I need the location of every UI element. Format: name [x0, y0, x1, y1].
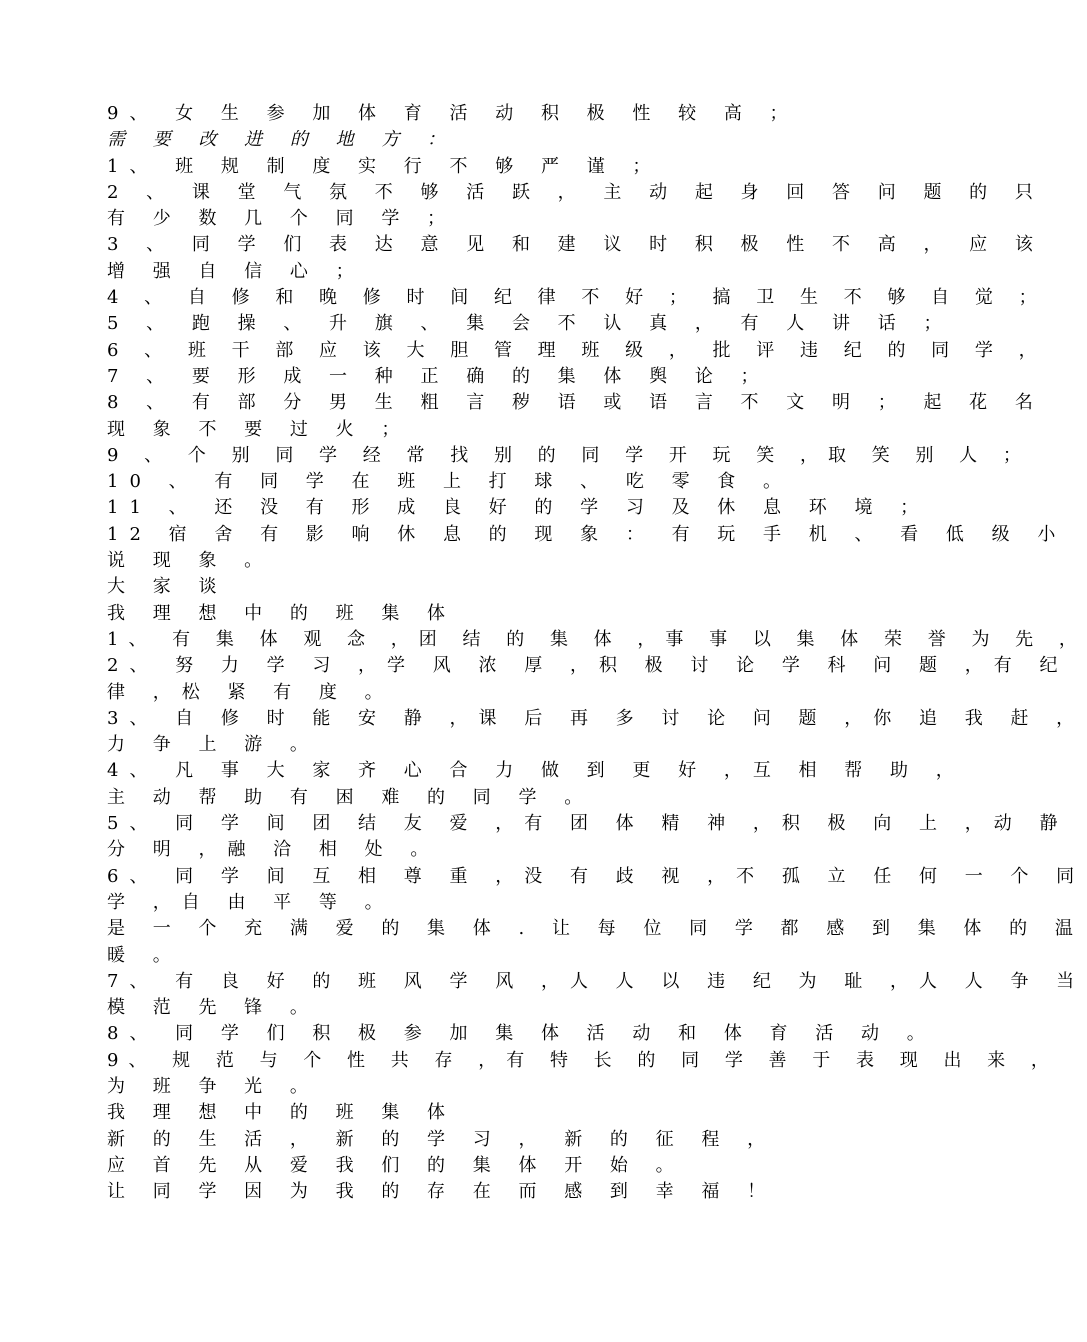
text-line: 6、 同 学 间 互 相 尊 重 ，没 有 歧 视 ，不 孤 立 任 何 一 个 同: [107, 865, 1086, 887]
text-line: 7 、 要 形 成 一 种 正 确 的 集 体 舆 论 ；: [107, 365, 770, 387]
document-page: [107, 101, 1087, 1205]
text-line: 让 同 学 因 为 我 的 存 在 而 感 到 幸 福 ！: [107, 1181, 777, 1203]
text-line: 5 、 跑 操 、 升 旗 、 集 会 不 认 真 ， 有 人 讲 话 ；: [107, 313, 953, 335]
text-line: 8、 同 学 们 积 极 参 加 集 体 活 动 和 体 育 活 动 。: [107, 1023, 936, 1045]
text-line: 9、 规 范 与 个 性 共 存 ，有 特 长 的 同 学 善 于 表 现 出 来 ，: [107, 1049, 1059, 1071]
text-line: 现 象 不 要 过 火 ；: [107, 418, 411, 440]
text-line: 模 范 先 锋 。: [107, 997, 319, 1019]
text-line: 增 强 自 信 心 ；: [107, 260, 365, 282]
text-line: 说 现 象 。: [107, 550, 274, 572]
text-line: 为 班 争 光 。: [107, 1075, 319, 1097]
text-line: 4、 凡 事 大 家 齐 心 合 力 做 到 更 好 ，互 相 帮 助 ，: [107, 760, 965, 782]
text-line: 1、 有 集 体 观 念 ，团 结 的 集 体 ，事 事 以 集 体 荣 誉 为 先 ，: [107, 628, 1087, 650]
text-line: 是 一 个 充 满 爱 的 集 体 . 让 每 位 同 学 都 感 到 集 体 的 温: [107, 918, 1084, 940]
text-line: 主 动 帮 助 有 困 难 的 同 学 。: [107, 786, 594, 808]
text-line: 有 少 数 几 个 同 学 ；: [107, 208, 457, 230]
text-line: 新 的 生 活 ， 新 的 学 习 ， 新 的 征 程 ，: [107, 1128, 777, 1150]
text-line: 2、 努 力 学 习 ，学 风 浓 厚 ，积 极 讨 论 学 科 问 题 ，有 纪: [107, 655, 1069, 677]
text-line: 1、 班 规 制 度 实 行 不 够 严 谨 ；: [107, 155, 662, 177]
text-line: 暖 。: [107, 944, 182, 966]
text-line: 6 、 班 干 部 应 该 大 胆 管 理 班 级 ， 批 评 违 纪 的 同 学 ，: [107, 339, 1047, 361]
text-line: 11 、 还 没 有 形 成 良 好 的 学 习 及 休 息 环 境 ；: [107, 497, 930, 519]
text-line: 4 、 自 修 和 晚 修 时 间 纪 律 不 好 ； 搞 卫 生 不 够 自 觉 ；: [107, 287, 1047, 309]
text-line: 律 ，松 紧 有 度 。: [107, 681, 394, 703]
text-line: 2 、 课 堂 气 氛 不 够 活 跃 ， 主 动 起 身 回 答 问 题 的 只: [107, 181, 1044, 203]
text-line: 力 争 上 游 。: [107, 734, 319, 756]
section-heading-ideal-class-2: 我 理 想 中 的 班 集 体: [107, 1102, 457, 1124]
text-line: 9、 女 生 参 加 体 育 活 动 积 极 性 较 高 ；: [107, 103, 799, 124]
text-line: 7、 有 良 好 的 班 风 学 风 ，人 人 以 违 纪 为 耻 ，人 人 争 当: [107, 970, 1086, 992]
section-heading-ideal-class: 我 理 想 中 的 班 集 体: [107, 602, 457, 624]
text-line: 10 、 有 同 学 在 班 上 打 球 、 吃 零 食 。: [107, 471, 793, 493]
text-line: 5、 同 学 间 团 结 友 爱 ，有 团 体 精 神 ，积 极 向 上 ，动 静: [107, 813, 1069, 835]
text-line: 分 明 ，融 洽 相 处 。: [107, 839, 440, 861]
text-line: 3、 自 修 时 能 安 静 ，课 后 再 多 讨 论 问 题 ，你 追 我 赶 ，: [107, 707, 1086, 729]
text-line: 学 ，自 由 平 等 。: [107, 891, 394, 913]
text-line: 12 宿 舍 有 影 响 休 息 的 现 象 ： 有 玩 手 机 、 看 低 级 小: [107, 523, 1067, 545]
text-line: 9 、 个 别 同 学 经 常 找 别 的 同 学 开 玩 笑 ，取 笑 别 人 ；: [107, 444, 1031, 466]
text-line: 应 首 先 从 爱 我 们 的 集 体 开 始 。: [107, 1154, 685, 1176]
section-heading-discussion: 大 家 谈: [107, 576, 228, 598]
text-line: 8 、 有 部 分 男 生 粗 言 秽 语 或 语 言 不 文 明 ； 起 花 名: [107, 392, 1044, 414]
section-heading-improvements: 需 要 改 进 的 地 方 ：: [107, 129, 457, 151]
text-line: 3 、 同 学 们 表 达 意 见 和 建 议 时 积 极 性 不 高 ， 应 该: [107, 234, 1044, 256]
